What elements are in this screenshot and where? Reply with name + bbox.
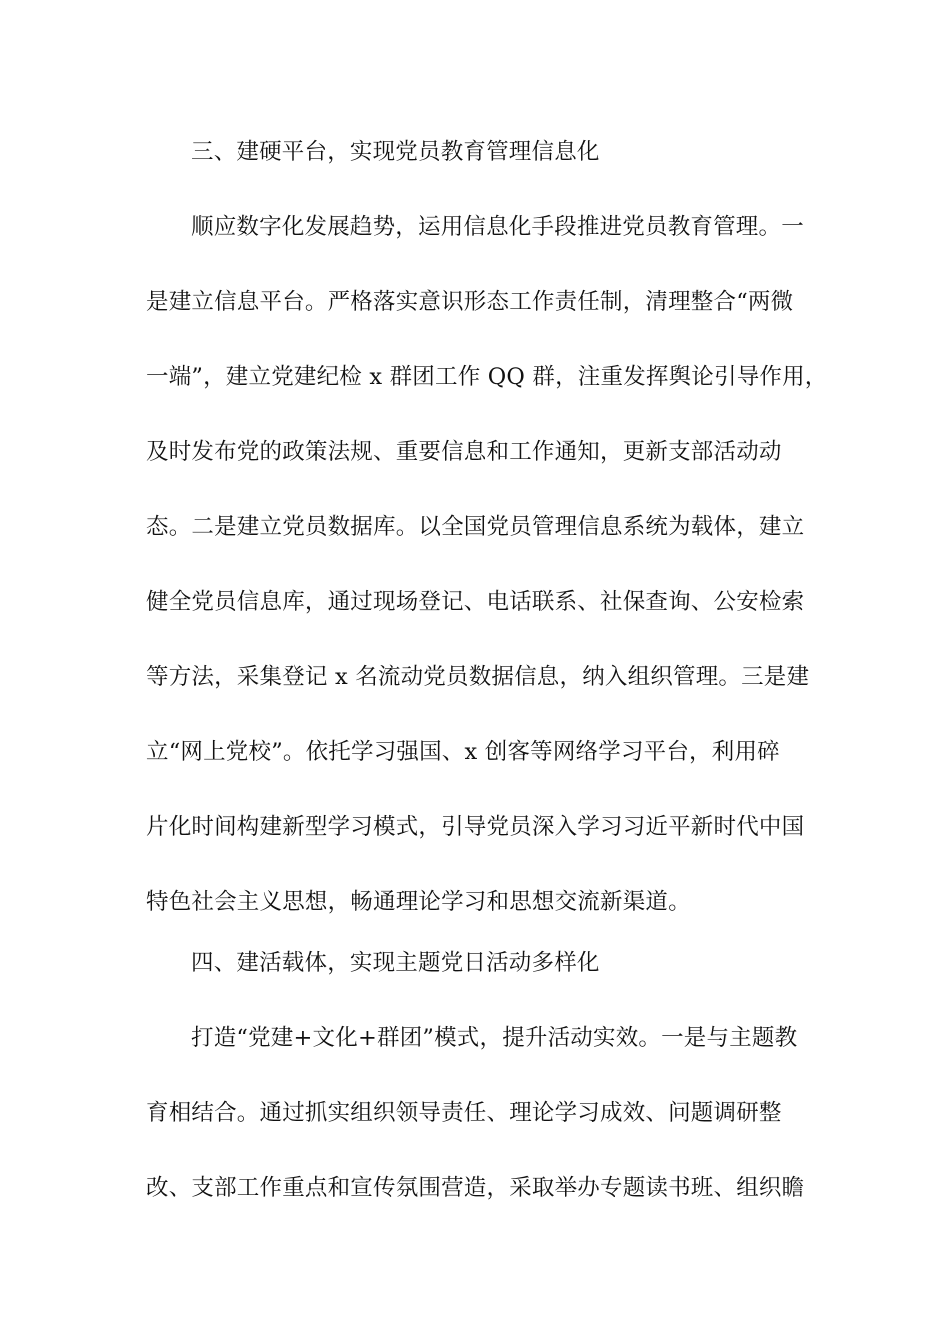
paragraph-line: 态。二是建立党员数据库。以全国党员管理信息系统为载体，建立	[146, 514, 805, 540]
paragraph-line: 是建立信息平台。严格落实意识形态工作责任制，清理整合“两微	[146, 289, 794, 315]
paragraph-line: 改、支部工作重点和宣传氛围营造，采取举办专题读书班、组织瞻	[146, 1175, 805, 1201]
paragraph-line: 健全党员信息库，通过现场登记、电话联系、社保查询、公安检索	[146, 589, 805, 615]
paragraph-line: 特色社会主义思想，畅通理论学习和思想交流新渠道。	[146, 889, 691, 915]
paragraph-line: 立“网上党校”。依托学习强国、x 创客等网络学习平台，利用碎	[146, 739, 780, 765]
paragraph-line: 片化时间构建新型学习模式，引导党员深入学习习近平新时代中国	[146, 814, 805, 840]
paragraph-line: 顺应数字化发展趋势，运用信息化手段推进党员教育管理。一	[191, 214, 804, 240]
paragraph-line: 及时发布党的政策法规、重要信息和工作通知，更新支部活动动	[146, 439, 782, 465]
section-heading-4: 四、建活载体，实现主题党日活动多样化	[191, 950, 600, 976]
section-heading-3: 三、建硬平台，实现党员教育管理信息化	[191, 139, 600, 165]
paragraph-line: 打造“党建+文化+群团”模式，提升活动实效。一是与主题教	[191, 1025, 798, 1051]
paragraph-line: 等方法，采集登记 x 名流动党员数据信息，纳入组织管理。三是建	[146, 664, 810, 690]
paragraph-line: 一端”，建立党建纪检 x 群团工作 QQ 群，注重发挥舆论引导作用，	[146, 364, 828, 390]
paragraph-line: 育相结合。通过抓实组织领导责任、理论学习成效、问题调研整	[146, 1100, 782, 1126]
